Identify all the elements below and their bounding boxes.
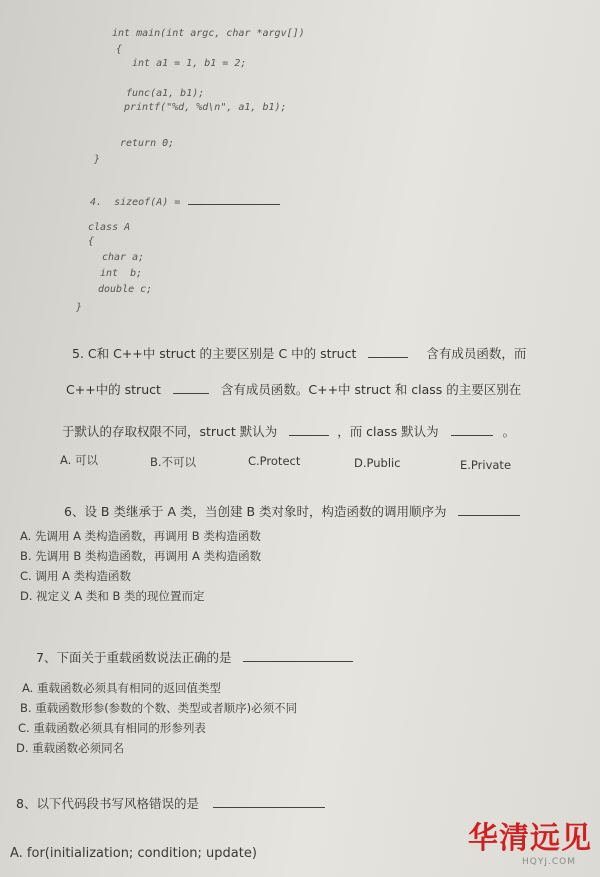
question-6: [64, 502, 520, 520]
code-line: {: [116, 44, 123, 55]
code-line: double c;: [98, 284, 153, 295]
question-5-text: 含有成员函数，而: [426, 346, 527, 361]
option[interactable]: E.Private: [460, 458, 512, 472]
option[interactable]: D.Public: [354, 456, 401, 470]
question-5-text: 含有成员函数。C++中 struct 和 class 的主要区别在: [220, 382, 522, 397]
question-5-text: C++中的 struct: [66, 382, 161, 397]
code-line: char a;: [102, 252, 145, 263]
answer-blank[interactable]: [289, 434, 329, 436]
question-4-label: 4. sizeof(A) =: [90, 197, 181, 208]
answer-blank[interactable]: [451, 434, 493, 436]
code-line: {: [88, 236, 95, 247]
code-line: int a1 = 1, b1 = 2;: [132, 58, 247, 69]
answer-blank[interactable]: [368, 356, 408, 358]
question-5-text: 于默认的存取权限不同，struct 默认为: [62, 424, 278, 439]
option[interactable]: A. 重载函数必须具有相同的返回值类型: [22, 681, 221, 695]
answer-blank[interactable]: [243, 660, 353, 662]
question-6-stem: 6、设 B 类继承于 A 类，当创建 B 类对象时，构造函数的调用顺序为: [64, 504, 447, 519]
code-line: printf("%d, %d\n", a1, b1);: [124, 102, 287, 113]
code-line: return 0;: [120, 138, 175, 149]
answer-blank[interactable]: [173, 392, 209, 394]
question-5-text: ，而 class 默认为: [337, 424, 439, 439]
question-5-text: 。: [502, 424, 516, 439]
question-5-line-2: [66, 380, 521, 398]
logo-text: 华清远见: [468, 821, 592, 856]
question-8-stem: 8、以下代码段书写风格错误的是: [16, 796, 199, 811]
question-5-line-1: [72, 344, 526, 362]
option[interactable]: D. 视定义 A 类和 B 类的现位置而定: [20, 589, 205, 603]
option[interactable]: C.Protect: [248, 454, 301, 468]
question-5-line-3: [62, 422, 515, 440]
logo-url: HQYJ.COM: [522, 857, 576, 867]
watermark-logo: [442, 813, 592, 869]
code-line: }: [94, 154, 101, 165]
code-line: func(a1, b1);: [126, 88, 205, 99]
answer-blank[interactable]: [188, 203, 280, 205]
option[interactable]: B. 先调用 B 类构造函数，再调用 A 类构造函数: [20, 549, 262, 563]
code-line: int main(int argc, char *argv[]): [112, 28, 305, 39]
answer-blank[interactable]: [213, 806, 325, 808]
answer-blank[interactable]: [458, 514, 520, 516]
option[interactable]: D. 重载函数必须同名: [16, 741, 125, 755]
question-7: [36, 648, 353, 666]
question-8: [16, 794, 325, 812]
option[interactable]: C. 重载函数必须具有相同的形参列表: [18, 721, 206, 735]
option[interactable]: B.不可以: [150, 455, 197, 469]
code-line: class A: [88, 222, 131, 233]
code-line: }: [76, 302, 83, 313]
option[interactable]: A. 先调用 A 类构造函数，再调用 B 类构造函数: [20, 529, 261, 543]
option[interactable]: A. 可以: [60, 453, 98, 467]
code-line: int b;: [100, 268, 143, 279]
question-7-stem: 7、下面关于重载函数说法正确的是: [36, 650, 232, 665]
option[interactable]: A. for(initialization; condition; update): [10, 846, 257, 861]
question-4: [90, 194, 280, 208]
option[interactable]: C. 调用 A 类构造函数: [20, 569, 132, 583]
question-5-text: 5. C和 C++中 struct 的主要区别是 C 中的 struct: [72, 346, 357, 361]
option[interactable]: B. 重载函数形参(参数的个数、类型或者顺序)必须不同: [20, 701, 298, 715]
